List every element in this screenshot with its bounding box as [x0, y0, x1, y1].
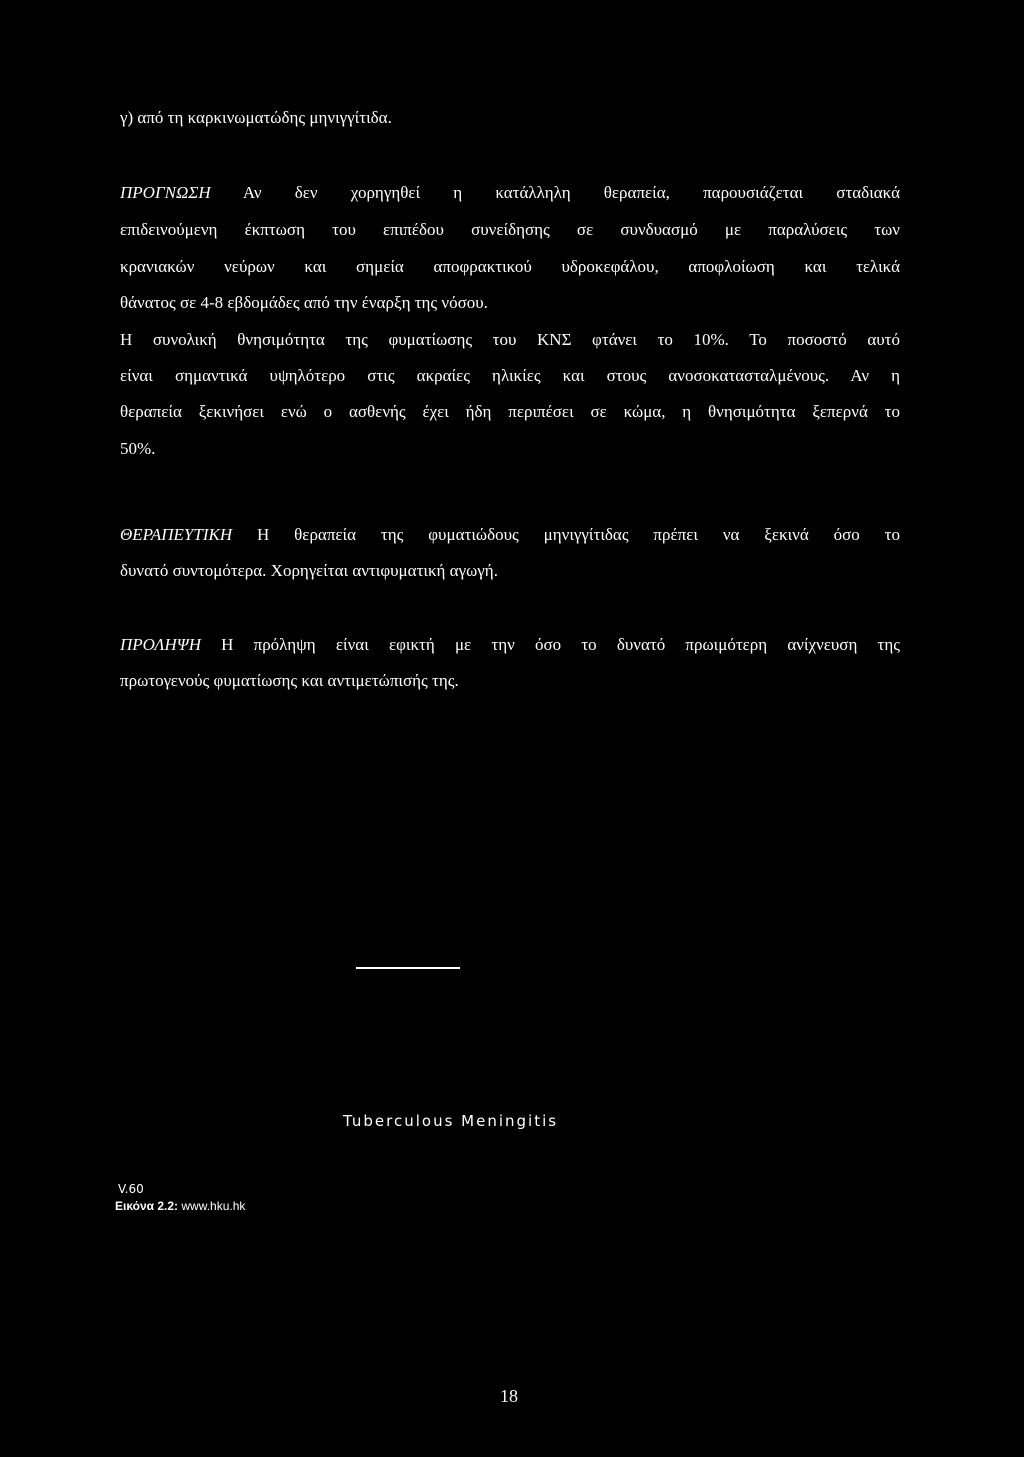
prevention-heading: ΠΡΟΛΗΨΗ — [120, 635, 201, 654]
figure-caption-source: www.hku.hk — [181, 1199, 246, 1213]
therapy-line-1 — [120, 525, 900, 545]
prognosis-line-3: κρανιακών νεύρων και σημεία αποφρακτικού υδροκεφάλου, αποφλοίωση και τελικά — [120, 257, 900, 276]
prognosis-text-1: Αν δεν χορηγηθεί η κατάλληλη θεραπεία, παρουσιάζεται σταδιακά — [242, 183, 900, 202]
figure-caption — [115, 1199, 245, 1213]
therapy-text-1: Η θεραπεία της φυματιώδους μηνιγγίτιδας πρέπει να ξεκινά όσο το — [257, 525, 900, 544]
therapy-line-2: δυνατό συντομότερα. Χορηγείται αντιφυματική αγωγή. — [120, 561, 498, 580]
mortality-line-2: είναι σημαντικά υψηλότερο στις ακραίες ηλικίες και στους ανοσοκατασταλμένους. Αν η — [120, 366, 900, 385]
figure-code: V.60 — [118, 1182, 144, 1196]
mortality-line-3: θεραπεία ξεκινήσει ενώ ο ασθενής έχει ήδη περιπέσει σε κώμα, η θνησιμότητα ξεπερνά το — [120, 402, 900, 421]
figure-title: Tuberculous Meningitis — [343, 1112, 559, 1130]
prevention-line-1 — [120, 635, 900, 655]
figure-divider — [356, 967, 460, 969]
mortality-line-4: 50%. — [120, 439, 156, 458]
prognosis-line-2: επιδεινούμενη έκπτωση του επιπέδου συνείδησης σε συνδυασμό με παραλύσεις των — [120, 220, 900, 239]
prognosis-line-1 — [120, 183, 900, 203]
figure-caption-label: Εικόνα 2.2: — [115, 1199, 179, 1213]
prevention-text-1: Η πρόληψη είναι εφικτή με την όσο το δυνατό πρωιμότερη ανίχνευση της — [221, 635, 900, 654]
mortality-line-1: Η συνολική θνησιμότητα της φυματίωσης του ΚΝΣ φτάνει το 10%. Το ποσοστό αυτό — [120, 330, 900, 349]
prognosis-heading: ΠΡΟΓΝΩΣΗ — [120, 183, 211, 202]
therapy-heading: ΘΕΡΑΠΕΥΤΙΚΗ — [120, 525, 233, 544]
prevention-line-2: πρωτογενούς φυματίωσης και αντιμετώπισής της. — [120, 671, 459, 690]
page-number: 18 — [500, 1386, 518, 1406]
prognosis-line-4: θάνατος σε 4-8 εβδομάδες από την έναρξη της νόσου. — [120, 293, 488, 312]
top-line: γ) από τη καρκινωματώδης μηνιγγίτιδα. — [120, 108, 392, 127]
